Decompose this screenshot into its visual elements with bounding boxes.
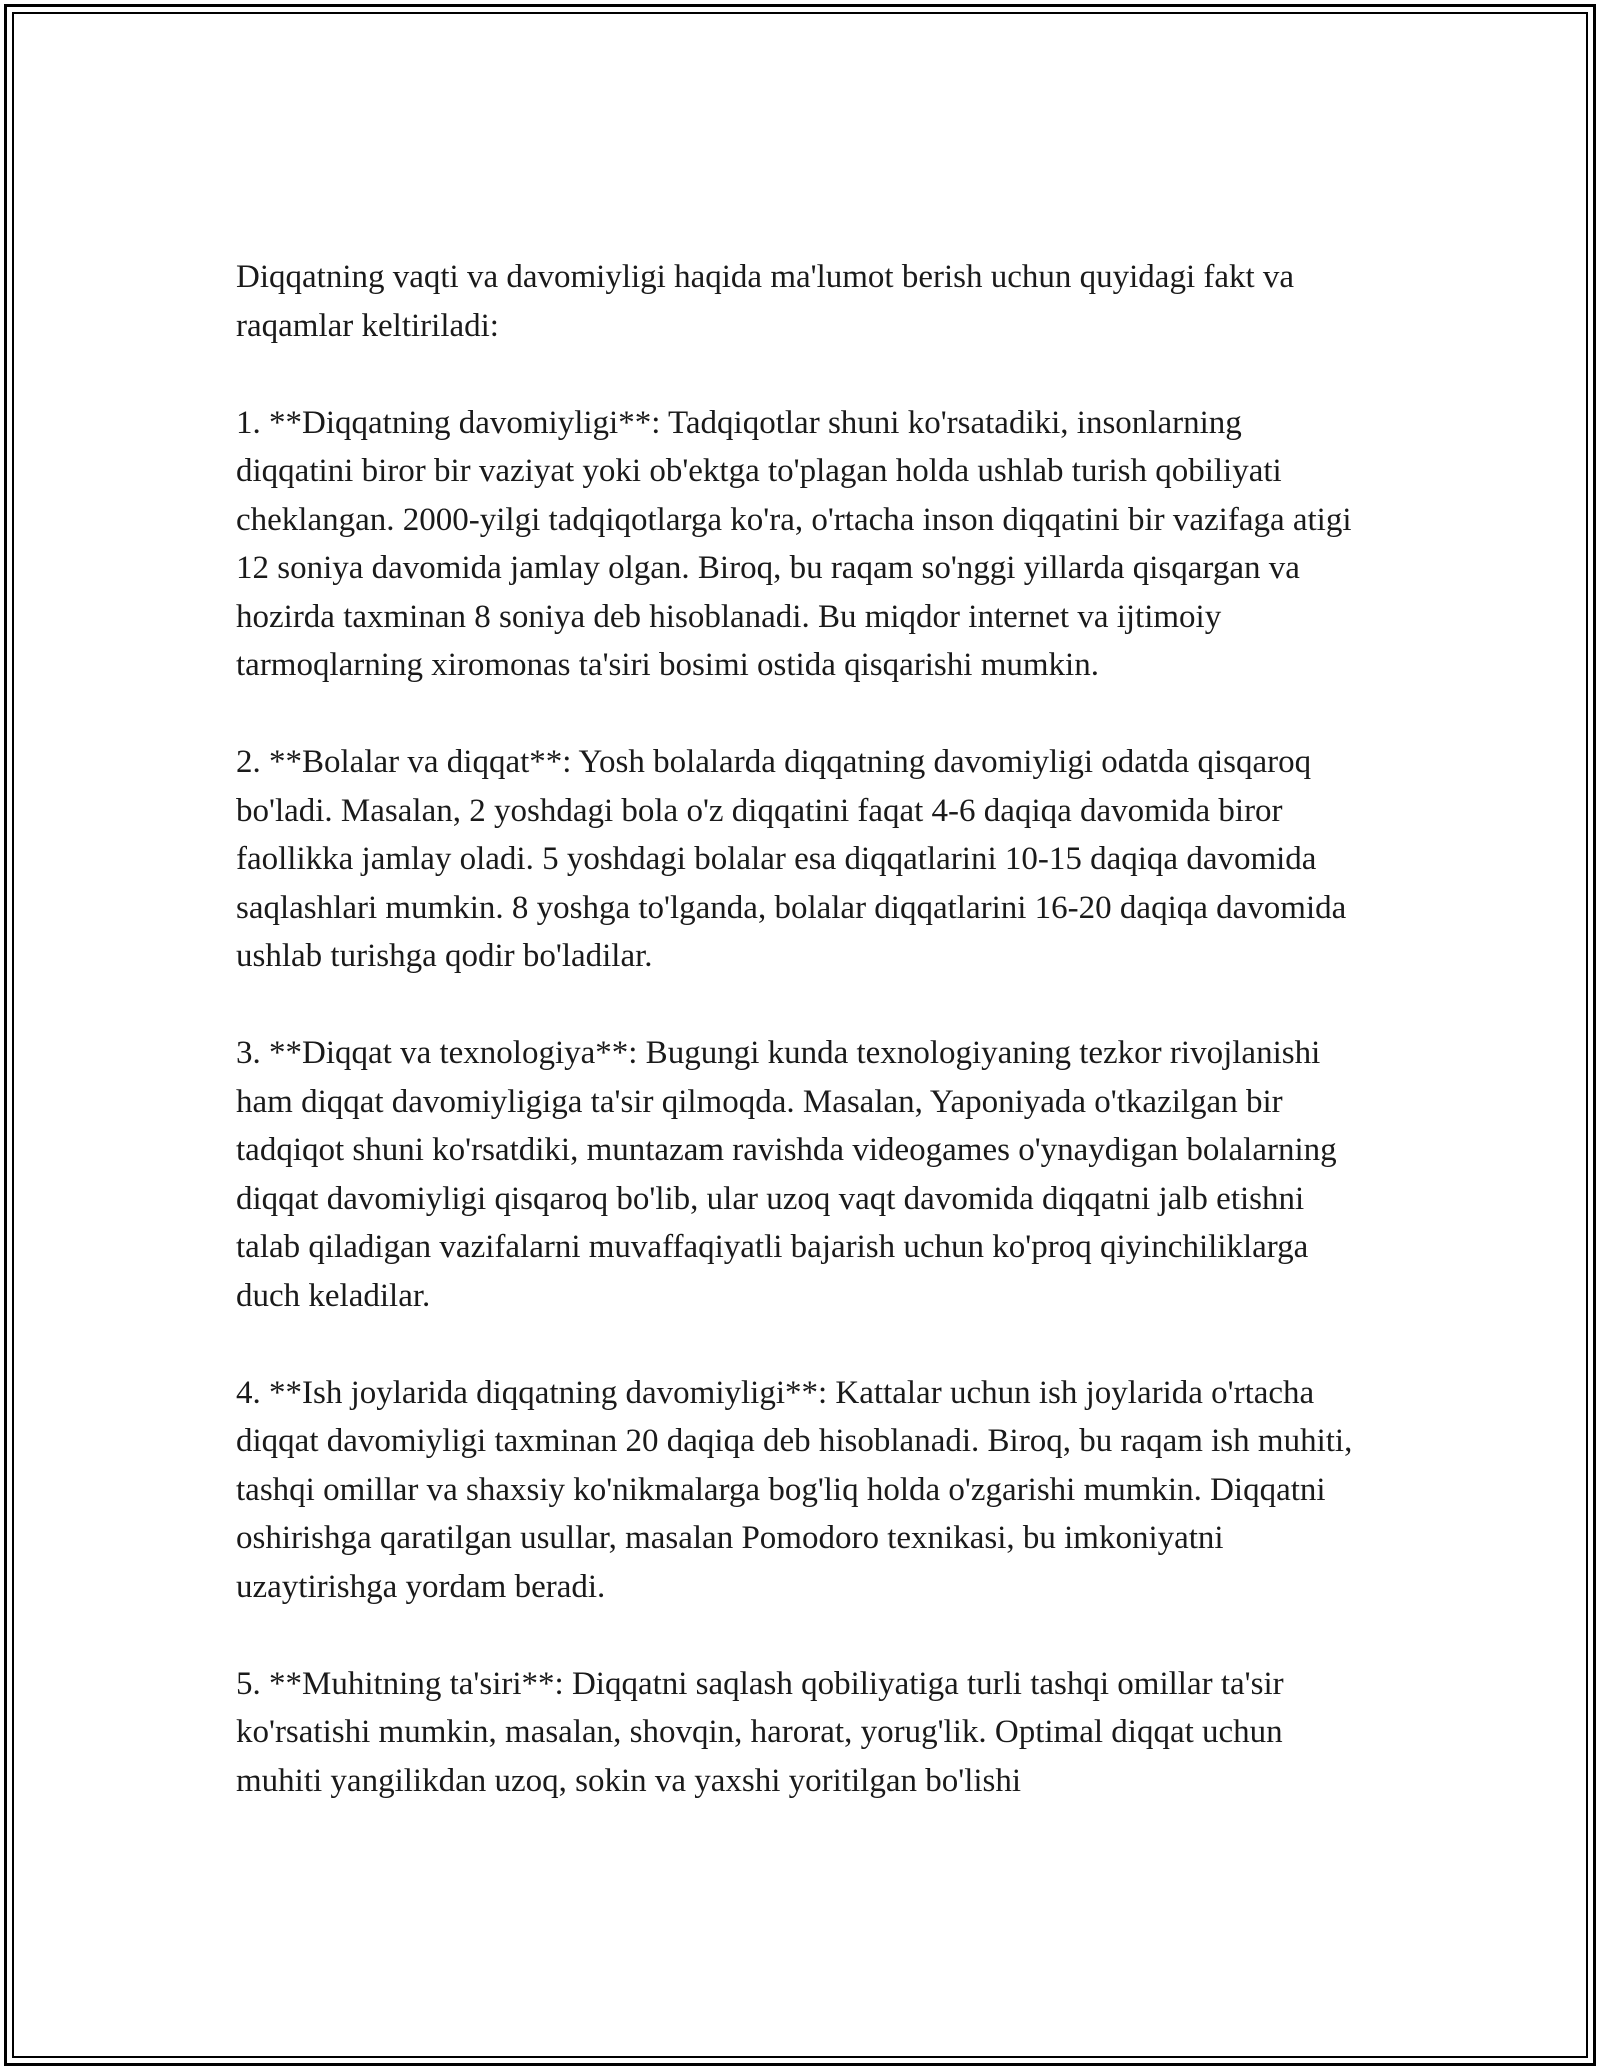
paragraph-environment-influence: 5. **Muhitning ta'siri**: Diqqatni saqlash qobiliyatiga turli tashqi omillar ta'sir ko'rsatishi mumkin, masalan, shovqin, harorat, yorug'lik. Optimal diqqat uchun muhiti yangilikdan uzoq, sokin va yaxshi yoritilgan bo'lishi (236, 1665, 1284, 1799)
intro-paragraph: Diqqatning vaqti va davomiyligi haqida ma'lumot berish uchun quyidagi fakt va raqamlar keltiriladi: (236, 259, 1295, 344)
paragraph-attention-span: 1. **Diqqatning davomiyligi**: Tadqiqotlar shuni ko'rsatadiki, insonlarning diqqatini biror bir vaziyat yoki ob'ektga to'plagan holda ushlab turish qobiliyati cheklangan. 2000-yilgi tadqiqotlarga ko'ra, o'rtacha inson diqqatini bir vazifaga atigi 12 soniya davomida jamlay olgan. Biroq, bu raqam so'nggi yillarda qisqargan va hozirda taxminan 8 soniya deb hisoblanadi. Bu miqdor internet va ijtimoiy tarmoqlarning xiromonas ta'siri bosimi ostida qisqarishi mumkin. (236, 404, 1352, 683)
paragraph-children-attention: 2. **Bolalar va diqqat**: Yosh bolalarda diqqatning davomiyligi odatda qisqaroq bo'ladi. Masalan, 2 yoshdagi bola o'z diqqatini faqat 4-6 daqiqa davomida biror faollikka jamlay oladi. 5 yoshdagi bolalar esa diqqatlarini 10-15 daqiqa davomida saqlashlari mumkin. 8 yoshga to'lganda, bolalar diqqatlarini 16-20 daqiqa davomida ushlab turishga qodir bo'ladilar. (236, 744, 1347, 974)
paragraph-attention-technology: 3. **Diqqat va texnologiya**: Bugungi kunda texnologiyaning tezkor rivojlanishi ham diqqat davomiyligiga ta'sir qilmoqda. Masalan, Yaponiyada o'tkazilgan bir tadqiqot shuni ko'rsatdiki, muntazam ravishda videogames o'ynaydigan bolalarning diqqat davomiyligi qisqaroq bo'lib, ular uzoq vaqt davomida diqqatni jalb etishni talab qiladigan vazifalarni muvaffaqiyatli bajarish uchun ko'proq qiyinchiliklarga duch keladilar. (236, 1035, 1337, 1314)
paragraph-workplace-attention: 4. **Ish joylarida diqqatning davomiyligi**: Kattalar uchun ish joylarida o'rtacha diqqat davomiyligi taxminan 20 daqiqa deb hisoblanadi. Biroq, bu raqam ish muhiti, tashqi omillar va shaxsiy ko'nikmalarga bog'liq holda o'zgarishi mumkin. Diqqatni oshirishga qaratilgan usullar, masalan Pomodoro texnikasi, bu imkoniyatni uzaytirishga yordam beradi. (236, 1374, 1353, 1605)
document-body (236, 253, 1366, 1805)
